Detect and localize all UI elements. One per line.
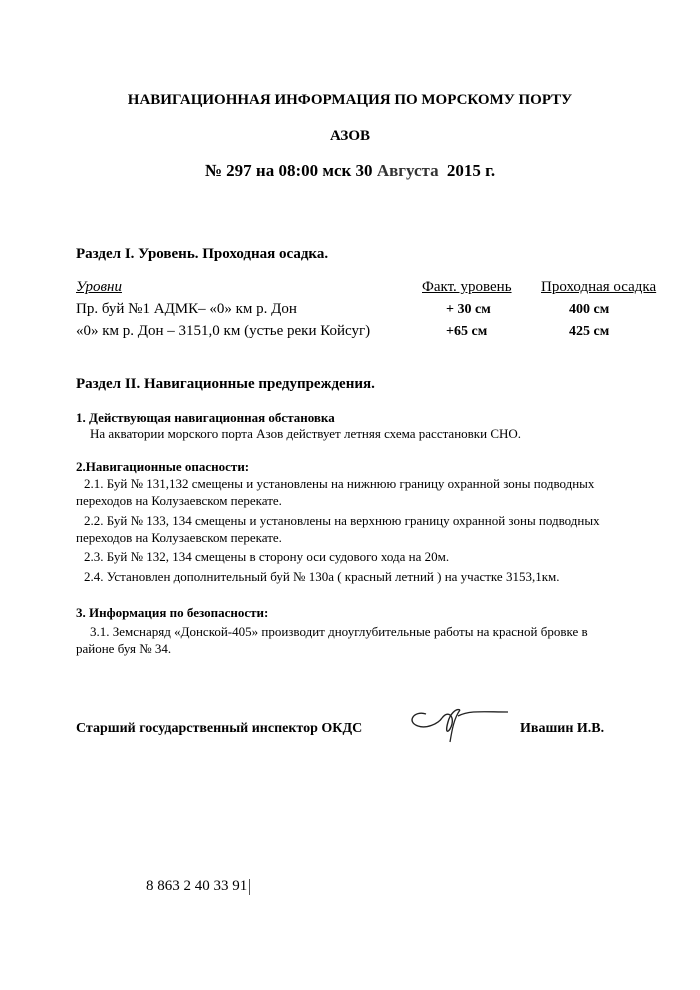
col-fact-header: Факт. уровень: [422, 279, 512, 295]
level-row-fact: + 30 см: [446, 302, 491, 317]
level-row-draft: 400 см: [569, 302, 610, 317]
bulletin-number-line: [0, 161, 700, 181]
contact-phone: [146, 878, 250, 895]
col-draft-header: Проходная осадка: [541, 279, 657, 295]
safety-item-cont: районе буя № 34.: [76, 641, 172, 656]
col-levels-header: Уровни: [76, 279, 122, 295]
port-name: АЗОВ: [329, 128, 371, 144]
handwritten-signature: [404, 700, 514, 746]
safety-item: 3.1. Земснаряд «Донской-405» производит дноуглубительные работы на красной бровке в: [90, 624, 588, 639]
signatory-name: Ивашин И.В.: [520, 721, 605, 736]
hazard-item-cont: переходов на Колузаевском перекате.: [76, 493, 282, 508]
subsection-heading: 1. Действующая навигационная обстановка: [76, 410, 335, 425]
hazard-item: 2.4. Установлен дополнительный буй № 130а ( красный летний ) на участке 3153,1км.: [84, 569, 560, 584]
section1-title: Раздел I. Уровень. Проходная осадка.: [76, 246, 329, 262]
bulletin-year: 2015 г.: [446, 161, 496, 180]
level-row-name: Пр. буй №1 АДМК– «0» км р. Дон: [76, 301, 297, 317]
hazard-item: 2.1. Буй № 131,132 смещены и установлены на нижнюю границу охранной зоны подводных: [84, 476, 595, 491]
level-row-draft: 425 см: [569, 324, 610, 339]
subsection-heading: 3. Информация по безопасности:: [76, 605, 269, 620]
level-row-name: «0» км р. Дон – 3151,0 км (устье реки Койсуг): [76, 323, 371, 339]
hazard-item: 2.3. Буй № 132, 134 смещены в сторону оси судового хода на 20м.: [84, 549, 450, 564]
document-title: НАВИГАЦИОННАЯ ИНФОРМАЦИЯ ПО МОРСКОМУ ПОРТУ: [127, 92, 573, 108]
hazard-item: 2.2. Буй № 133, 134 смещены и установлены на верхнюю границу охранной зоны подводных: [84, 513, 600, 528]
signatory-position: Старший государственный инспектор ОКДС: [76, 721, 363, 736]
bulletin-number: № 297 на 08:00 мск 30: [204, 161, 373, 180]
hazard-item-cont: переходов на Колузаевском перекате.: [76, 530, 282, 545]
bulletin-month: Августа: [376, 161, 439, 180]
text-cursor-bar: [249, 879, 250, 895]
phone-number: 8 863 2 40 33 91: [146, 878, 248, 894]
level-row-fact: +65 см: [446, 324, 488, 339]
section2-title: Раздел II. Навигационные предупреждения.: [76, 376, 375, 392]
subsection-heading: 2.Навигационные опасности:: [76, 459, 250, 474]
subsection-text: На акватории морского порта Азов действует летняя схема расстановки СНО.: [90, 426, 522, 441]
